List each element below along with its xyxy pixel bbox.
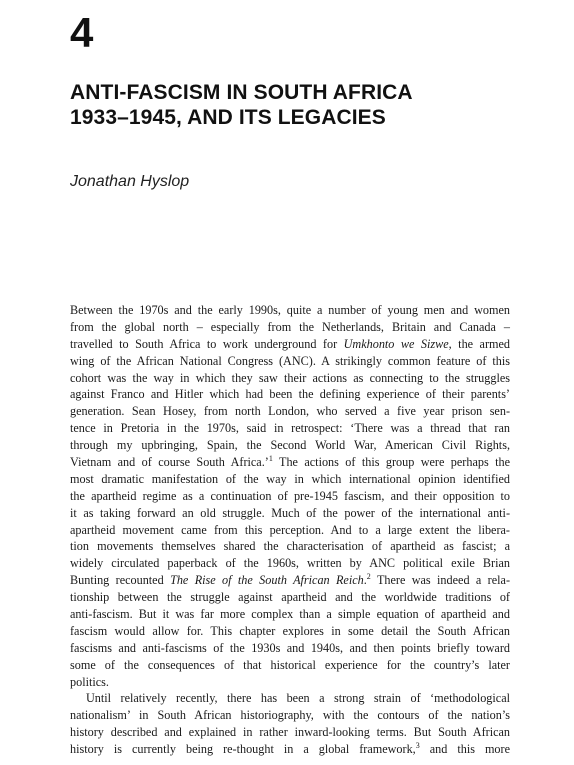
body-line: tion movements themselves shared the characterisation of apartheid as fascist; a [70,539,510,554]
body-line: it as taking forward an old struggle. Much of the power of the international anti- [70,505,510,520]
body-line: cohort was the way in which they saw their actions as connecting to the struggles [70,370,510,385]
body-line: widely circulated paperback of the 1960s, written by ANC political exile Brian [70,556,510,571]
body-line: nationalism’ in South African historiography, with the contours of the nation’s [70,708,510,723]
body-line: anti-fascism. But it was far more complex than a simple equation of apartheid and [70,607,510,622]
footnote-marker[interactable]: 3 [415,741,420,751]
italic-term: Umkhonto we Sizwe [343,336,449,351]
body-line: generation. Sean Hosey, from north London, who served a five year prison sen- [70,404,510,419]
footnote-marker[interactable]: 1 [268,454,273,464]
book-title: The Rise of the South African Reich [170,573,364,588]
body-line: history is currently being re-thought in a global framework,$^3$ and this more [70,741,510,757]
chapter-title-line: 1933–1945, AND ITS LEGACIES [70,106,386,129]
author-name: Jonathan Hyslop [70,173,190,190]
chapter-number: 4 [70,9,94,56]
body-line: tence in Pretoria in the 1970s, said in retrospect: ‘There was a thread that ran [70,421,510,436]
body-line: fascism would allow for. This chapter explores in some detail the South African [70,623,510,638]
body-line: tionship between the struggle against apartheid and the worldwide traditions of [70,590,510,605]
chapter-body [70,302,510,758]
body-line: Vietnam and of course South Africa.’$^1$ The actions of this group were perhaps the [70,454,510,470]
body-line: politics. [70,674,109,689]
body-line: history described and explained in rather inward-looking terms. But South African [70,725,510,740]
body-line: apartheid movement came from this perception. And to a large extent the libera- [70,522,510,537]
body-line: wing of the African National Congress (ANC). A strikingly common feature of this [70,353,510,368]
body-line: through my upbringing, Spain, the Second World War, American Civil Rights, [70,438,510,453]
body-line: travelled to South Africa to work underground for Umkhonto we Sizwe, the armed [70,336,510,351]
body-line: some of the consequences of that historical experience for the country’s later [70,657,510,672]
footnote-marker[interactable]: 2 [366,572,371,582]
body-line: the apartheid regime as a continuation of pre-1945 fascism, and their opposition to [70,488,510,503]
body-line: most dramatic manifestation of the way in which international opinion identified [70,471,510,486]
chapter-title [70,80,540,130]
body-line: from the global north – especially from the Netherlands, Britain and Canada – [70,319,510,334]
body-line: against Franco and Hitler which had been the defining experience of their parents’ [70,387,510,402]
body-line: fascisms and anti-fascisms of the 1930s and 1940s, and then points briefly toward [70,640,510,655]
body-line: Until relatively recently, there has been a strong strain of ‘methodological [86,691,510,706]
body-line: Bunting recounted The Rise of the South African Reich.$^2$ There was indeed a rela- [70,572,510,588]
chapter-title-line: ANTI-FASCISM IN SOUTH AFRICA [70,81,413,104]
body-line: Between the 1970s and the early 1990s, quite a number of young men and women [70,303,510,317]
